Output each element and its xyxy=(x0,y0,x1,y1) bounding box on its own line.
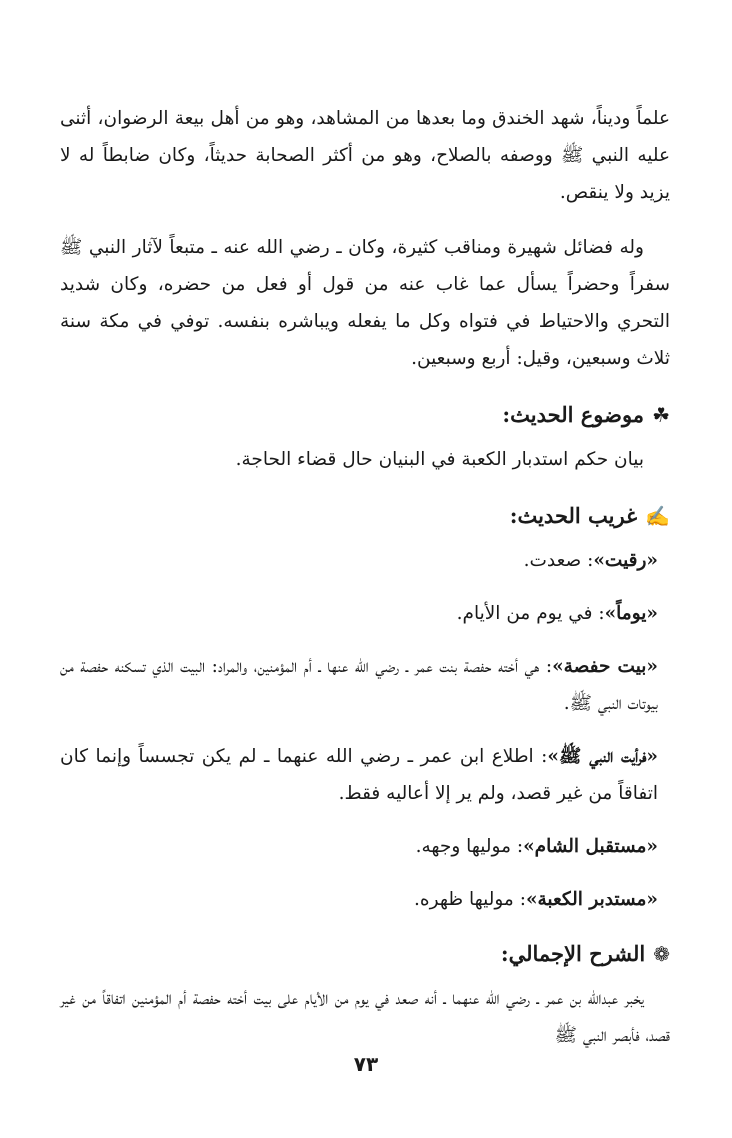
section-gharib-title: غريب الحديث: xyxy=(509,503,638,528)
virtues-paragraph: وله فضائل شهيرة ومناقب كثيرة، وكان ـ رضي الله عنه ـ متبعاً لآثار النبي ﷺ سفراً وحضراً يسأل عما غاب عنه من قول أو فعل من حضره، وكان شديد التحري والاحتياط في فتواه وكل ما يفعله ويباشره بنفسه. توفي في مكة سنة ثلاث وسبعين، وقيل: أربع وسبعين. xyxy=(60,237,670,369)
gharib-entry xyxy=(60,828,670,865)
gharib-definition: : صعدت. xyxy=(523,550,594,571)
document-page xyxy=(60,100,670,1072)
gharib-term: «يوماً» xyxy=(604,603,658,624)
gharib-definition: : هي أخته حفصة بنت عمر ـ رضي الله عنها ـ أم المؤمنين، والمراد: البيت الذي تسكنه حفصة من بيوتات النبي ﷺ. xyxy=(60,656,658,714)
gharib-definition: : في يوم من الأيام. xyxy=(456,603,605,624)
gharib-term: «مستقبل الشام» xyxy=(523,836,658,857)
pen-icon: ✍ xyxy=(645,504,670,528)
gharib-entry xyxy=(60,542,670,579)
intro-paragraph: علماً وديناً، شهد الخندق وما بعدها من المشاهد، وهو من أهل بيعة الرضوان، أثنى عليه النبي ﷺ ووصفه بالصلاح، وهو من أكثر الصحابة حديثاً، وكان ضابطاً له لا يزيد ولا ينقص. xyxy=(60,108,670,203)
gharib-term: «فرأيت النبي ﷺ» xyxy=(547,746,658,767)
gharib-term: «رقيت» xyxy=(593,550,658,571)
section-sharh-body: يخبر عبدالله بن عمر ـ رضي الله عنهما ـ أنه صعد في يوم من الأيام على بيت أخته حفصة أم المؤمنين اتفاقاً من غير قصد، فأبصر النبي ﷺ xyxy=(60,988,670,1046)
section-topic-title: موضوع الحديث: xyxy=(502,402,645,427)
flower-icon: ❁ xyxy=(653,942,670,966)
section-gharib-heading xyxy=(60,496,670,536)
gharib-definition: : اطلاع ابن عمر ـ رضي الله عنهما ـ لم يكن تجسساً وإنما كان اتفاقاً من غير قصد، ولم ير إلا أعاليه فقط. xyxy=(60,746,658,804)
page-number: ٧٣ xyxy=(353,1052,379,1076)
section-sharh-title: الشرح الإجمالي: xyxy=(500,941,646,966)
gharib-term: «مستدبر الكعبة» xyxy=(525,889,658,910)
gharib-entry xyxy=(60,738,670,812)
section-topic-heading xyxy=(60,395,670,435)
gharib-definition: : موليها وجهه. xyxy=(415,836,524,857)
gharib-entry xyxy=(60,881,670,918)
gharib-entry xyxy=(60,648,670,722)
gharib-definition: : موليها ظهره. xyxy=(414,889,526,910)
section-sharh-heading xyxy=(60,934,670,974)
gharib-entry xyxy=(60,595,670,632)
gharib-term: «بيت حفصة» xyxy=(552,656,658,677)
trefoil-icon: ☘ xyxy=(652,403,670,427)
section-topic-body: بيان حكم استدبار الكعبة في البنيان حال قضاء الحاجة. xyxy=(235,449,644,470)
